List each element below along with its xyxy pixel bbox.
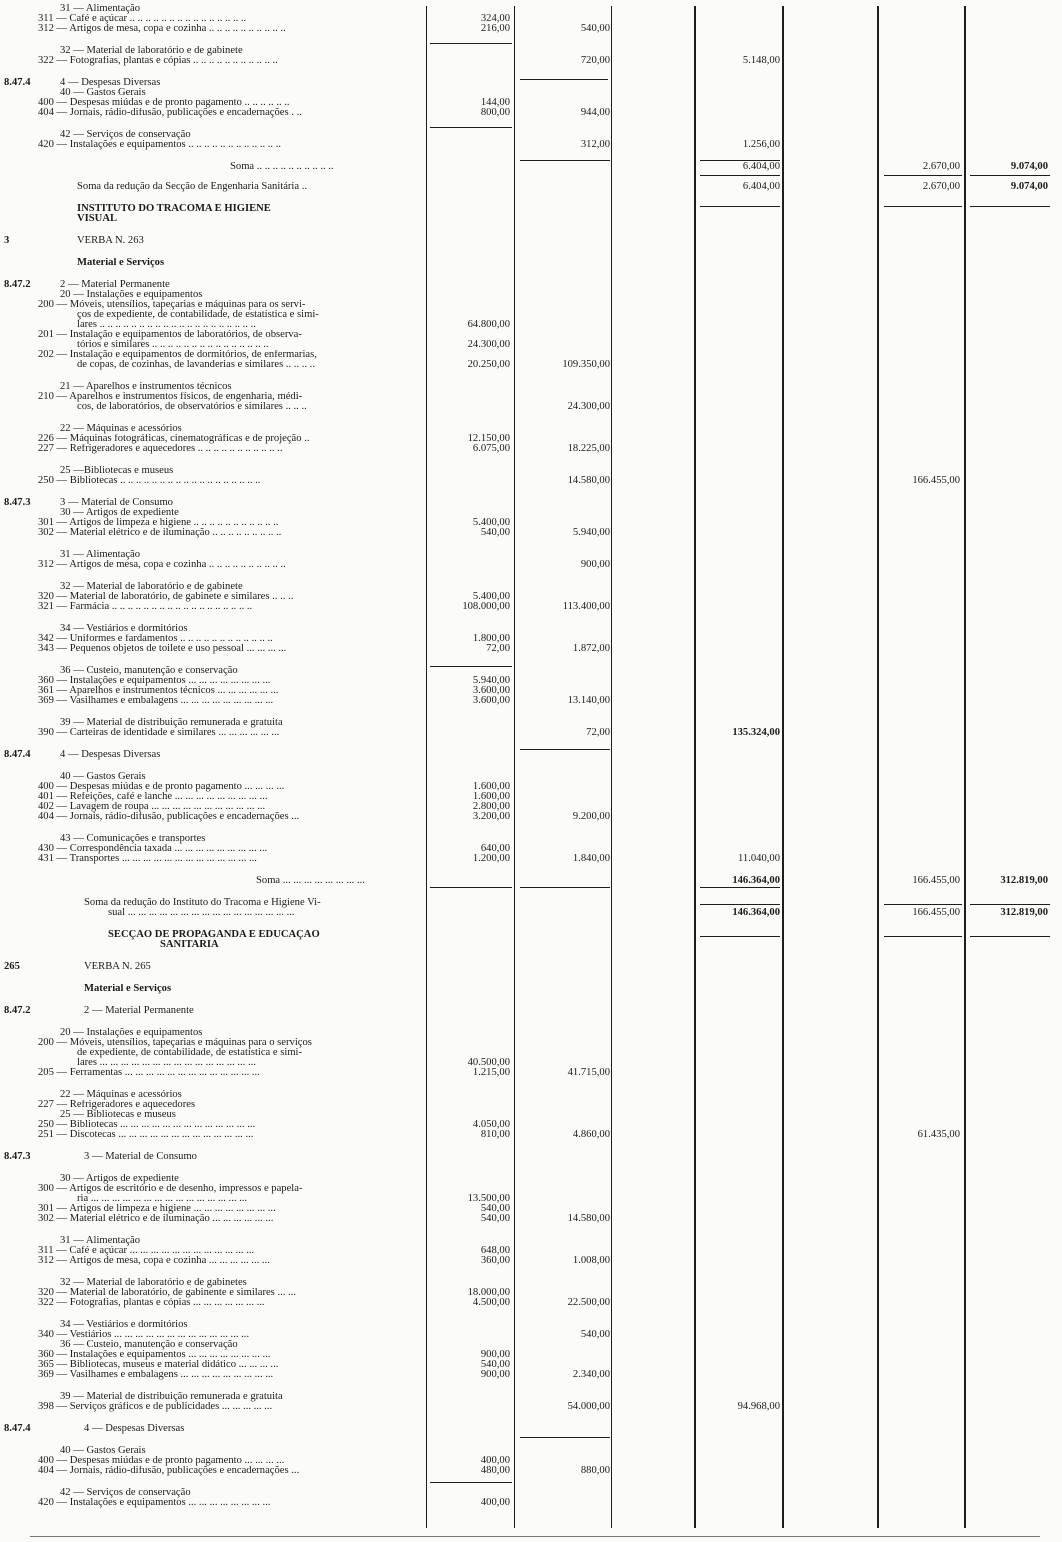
line-description: VERBA N. 265 — [84, 962, 151, 972]
item-amount: 20.250,00 — [467, 359, 510, 370]
line-classification-code: 8.47.3 — [4, 497, 31, 508]
budget-line — [0, 1370, 1062, 1381]
line-description: 361 — Aparelhos e instrumentos técnicos ... ... ... ... ... ... — [38, 686, 279, 696]
line-description: 400 — Despesas miúdas e de pronto pagamento ... ... ... ... — [38, 1456, 285, 1466]
line-description: ços de expediente, de contabilidade, de estatística e simi- — [77, 310, 319, 320]
subgroup-amount: 900,00 — [580, 559, 610, 570]
line-description: 25 —Bibliotecas e museus — [60, 466, 174, 476]
line-description: Material e Serviços — [77, 258, 165, 268]
budget-line — [0, 444, 1062, 455]
item-amount: 1.600,00 — [472, 791, 510, 802]
line-classification-code: 8.47.4 — [4, 749, 31, 760]
line-description: 31 — Alimentação — [60, 1236, 141, 1246]
line-description: 205 — Ferramentas ... ... ... ... ... ... ... ... ... ... ... ... ... — [38, 1068, 260, 1078]
item-amount: 640,00 — [480, 843, 510, 854]
subgroup-amount: 72,00 — [586, 727, 610, 738]
line-description: 2 — Material Permanente — [60, 280, 170, 290]
subtotal-rule — [430, 43, 512, 44]
budget-line — [0, 854, 1062, 865]
line-description: de expediente, de contabilidade, de estatística e simi- — [77, 1048, 303, 1058]
page-bottom-rule — [30, 1536, 1040, 1537]
line-description: INSTITUTO DO TRACOMA E HIGIENE — [77, 204, 271, 214]
line-description: 3 — Material de Consumo — [84, 1152, 197, 1162]
category-amount: 166.455,00 — [912, 907, 960, 918]
item-amount: 540,00 — [480, 1203, 510, 1214]
budget-line — [0, 528, 1062, 539]
item-amount: 72,00 — [486, 643, 510, 654]
line-description: 404 — Jornais, rádio-difusão, publicações e encadernações ... — [38, 812, 300, 822]
budget-line — [0, 1130, 1062, 1141]
element-amount: 146.364,00 — [732, 907, 780, 918]
budget-line — [0, 258, 1062, 269]
line-description: 420 — Instalações e equipamentos .. .. .. .. .. .. .. .. .. .. .. .. — [38, 140, 282, 150]
element-amount: 146.364,00 — [732, 875, 780, 886]
budget-line — [0, 560, 1062, 571]
line-description: 2 — Material Permanente — [84, 1006, 194, 1016]
line-description: 4 — Despesas Diversas — [60, 750, 161, 760]
line-description: 21 — Aparelhos e instrumentos técnicos — [60, 382, 232, 392]
line-description: 20 — Instalações e equipamentos — [60, 1028, 203, 1038]
line-description: 390 — Carteiras de identidade e similares ... ... ... ... ... ... — [38, 728, 280, 738]
item-amount: 108.000,00 — [462, 601, 510, 612]
budget-line — [0, 1006, 1062, 1017]
item-amount: 648,00 — [480, 1245, 510, 1256]
line-description: tórios e similares .. .. .. .. .. .. .. .. .. .. .. .. .. .. .. — [77, 340, 269, 350]
line-description: 42 — Serviços de conservação — [60, 130, 191, 140]
item-amount: 6.075,00 — [472, 443, 510, 454]
item-amount: 900,00 — [480, 1349, 510, 1360]
line-description: 201 — Instalação e equipamentos de laboratórios, de observa- — [38, 330, 302, 340]
line-description: 43 — Comunicações e transportes — [60, 834, 206, 844]
total-rule — [520, 160, 610, 161]
line-description: 32 — Material de laboratório e de gabinetes — [60, 1278, 247, 1288]
budget-line — [0, 24, 1062, 35]
category-amount: 61.435,00 — [917, 1129, 960, 1140]
subgroup-amount: 944,00 — [580, 107, 610, 118]
element-amount: 5.148,00 — [742, 55, 780, 66]
item-amount: 3.600,00 — [472, 695, 510, 706]
budget-line — [0, 696, 1062, 707]
item-amount: 3.200,00 — [472, 811, 510, 822]
budget-line — [0, 962, 1062, 973]
line-description: 202 — Instalação e equipamentos de dormitórios, de enfermarias, — [38, 350, 317, 360]
line-description: lares .. .. .. .. .. .. .. .. .. .. .. .. .. .. .. .. .. .. .. .. — [77, 320, 256, 330]
budget-line — [0, 1298, 1062, 1309]
line-description: 320 — Material de laboratório, de gabinete e similares .. .. .. — [38, 592, 294, 602]
line-description: 404 — Jornais, rádio-difusão, publicações e encadernações ... — [38, 1466, 300, 1476]
subgroup-amount: 720,00 — [580, 55, 610, 66]
line-description: 34 — Vestiários e dormitórios — [60, 1320, 188, 1330]
line-description: Material e Serviços — [84, 984, 172, 994]
line-description: 402 — Lavagem de roupa ... ... ... ... ... ... ... ... ... ... ... — [38, 802, 266, 812]
item-amount: 400,00 — [480, 1455, 510, 1466]
subgroup-amount: 9.200,00 — [572, 811, 610, 822]
subgroup-amount: 540,00 — [580, 1329, 610, 1340]
line-description: SANITARIA — [160, 940, 219, 950]
subgroup-amount: 18.225,00 — [567, 443, 610, 454]
line-description: 398 — Serviços gráficos e de publicidades ... ... ... ... ... — [38, 1402, 273, 1412]
budget-line — [0, 1068, 1062, 1079]
budget-line — [0, 602, 1062, 613]
line-description: 25 — Bibliotecas e museus — [60, 1110, 176, 1120]
budget-line — [0, 644, 1062, 655]
item-amount: 1.600,00 — [472, 781, 510, 792]
budget-line — [0, 214, 1062, 225]
item-amount: 18.000,00 — [467, 1287, 510, 1298]
line-classification-code: 3 — [4, 235, 10, 246]
line-classification-code: 8.47.4 — [4, 1423, 31, 1434]
subgroup-amount: 1.840,00 — [572, 853, 610, 864]
line-description: 39 — Material de distribuição remunerada e gratuita — [60, 718, 283, 728]
budget-line — [0, 1402, 1062, 1413]
line-description: 20 — Instalações e equipamentos — [60, 290, 203, 300]
item-amount: 324,00 — [480, 13, 510, 24]
total-rule — [430, 887, 512, 888]
budget-line — [0, 1498, 1062, 1509]
line-description: 22 — Máquinas e acessórios — [60, 424, 182, 434]
item-amount: 5.940,00 — [472, 675, 510, 686]
item-amount: 24.300,00 — [467, 339, 510, 350]
subgroup-amount: 4.860,00 — [572, 1129, 610, 1140]
line-description: 40 — Gastos Gerais — [60, 772, 146, 782]
line-description: 369 — Vasilhames e embalagens ... ... ... ... ... ... ... ... ... — [38, 696, 274, 706]
line-description: 30 — Artigos de expediente — [60, 1174, 179, 1184]
line-description: 31 — Alimentação — [60, 550, 141, 560]
budget-line — [0, 1152, 1062, 1163]
item-amount: 5.400,00 — [472, 591, 510, 602]
line-description: 400 — Despesas miúdas e de pronto pagamento .. .. .. .. .. .. — [38, 98, 290, 108]
element-amount: 6.404,00 — [742, 161, 780, 172]
total-rule — [700, 175, 780, 176]
line-description: 321 — Farmácia .. .. .. .. .. .. .. .. .. .. .. .. .. .. .. .. .. .. — [38, 602, 253, 612]
element-amount: 135.324,00 — [732, 727, 780, 738]
line-description: 22 — Máquinas e acessórios — [60, 1090, 182, 1100]
line-description: 312 — Artigos de mesa, copa e cozinha .. .. .. .. .. .. .. .. .. .. — [38, 24, 286, 34]
budget-line — [0, 140, 1062, 151]
line-description: Soma .. .. .. .. .. .. .. .. .. .. — [230, 162, 334, 172]
line-description: 404 — Jornais, rádio-difusão, publicações e encadernações . .. — [38, 108, 302, 118]
line-description: VERBA N. 263 — [77, 236, 144, 246]
budget-line — [0, 162, 1062, 173]
item-amount: 64.800,00 — [467, 319, 510, 330]
line-description: VISUAL — [77, 214, 118, 224]
line-description: 226 — Máquinas fotográficas, cinematográficas e de projeção .. — [38, 434, 310, 444]
line-description: 3 — Material de Consumo — [60, 498, 173, 508]
subgroup-amount: 1.008,00 — [572, 1255, 610, 1266]
subgroup-amount: 540,00 — [580, 23, 610, 34]
line-description: 340 — Vestiários ... ... ... ... ... ... ... ... ... ... ... ... ... — [38, 1330, 250, 1340]
line-description: 227 — Refrigeradores e aquecedores — [38, 1100, 196, 1110]
subgroup-amount: 24.300,00 — [567, 401, 610, 412]
element-amount: 94.968,00 — [737, 1401, 780, 1412]
element-amount: 11.040,00 — [738, 853, 780, 864]
budget-line — [0, 1466, 1062, 1477]
budget-line — [0, 812, 1062, 823]
subgroup-amount: 5.940,00 — [572, 527, 610, 538]
budget-line — [0, 402, 1062, 413]
item-amount: 216,00 — [480, 23, 510, 34]
budget-line — [0, 56, 1062, 67]
line-description: 36 — Custeio, manutenção e conservação — [60, 1340, 238, 1350]
item-amount: 1.215,00 — [472, 1067, 510, 1078]
line-description: 360 — Instalações e equipamentos ... ... ... ... ... ... ... ... — [38, 676, 271, 686]
item-amount: 540,00 — [480, 1213, 510, 1224]
budget-line — [0, 876, 1062, 887]
category-amount: 2.670,00 — [922, 161, 960, 172]
line-description: 430 — Correspondência taxada ... ... ... ... ... ... ... ... ... — [38, 844, 268, 854]
item-amount: 400,00 — [480, 1497, 510, 1508]
budget-line — [0, 750, 1062, 761]
item-amount: 360,00 — [480, 1255, 510, 1266]
line-description: SECÇÃO DE PROPAGANDA E EDUCAÇÃO — [108, 930, 320, 940]
category-amount: 2.670,00 — [922, 181, 960, 192]
budget-line — [0, 984, 1062, 995]
item-amount: 12.150,00 — [467, 433, 510, 444]
item-amount: 900,00 — [480, 1369, 510, 1380]
line-description: 400 — Despesas miúdas e de pronto pagamento ... ... ... ... — [38, 782, 285, 792]
total-rule — [700, 887, 780, 888]
line-description: 32 — Material de laboratório e de gabinete — [60, 46, 243, 56]
line-classification-code: 8.47.3 — [4, 1151, 31, 1162]
item-amount: 3.600,00 — [472, 685, 510, 696]
line-description: 302 — Material elétrico e de iluminação .. .. .. .. .. .. .. .. .. — [38, 528, 282, 538]
subgroup-amount: 14.580,00 — [567, 475, 610, 486]
line-description: 360 — Instalações e equipamentos ... ... ... ... ... ... ... ... — [38, 1350, 271, 1360]
line-description: ria ... ... ... ... ... ... ... ... ... ... ... ... ... ... ... — [77, 1194, 248, 1204]
budget-line — [0, 182, 1062, 193]
line-description: 301 — Artigos de limpeza e higiene ... ... ... ... ... ... ... ... — [38, 1204, 276, 1214]
line-classification-code: 8.47.2 — [4, 1005, 31, 1016]
budget-line — [0, 108, 1062, 119]
line-description: 369 — Vasilhames e embalagens ... ... ... ... ... ... ... ... ... — [38, 1370, 274, 1380]
item-amount: 540,00 — [480, 527, 510, 538]
item-amount: 540,00 — [480, 1359, 510, 1370]
line-description: 210 — Aparelhos e instrumentos físicos, de engenharia, médi- — [38, 392, 303, 402]
line-description: 40 — Gastos Gerais — [60, 1446, 146, 1456]
item-amount: 5.400,00 — [472, 517, 510, 528]
line-description: 322 — Fotografias, plantas e cópias ... ... ... ... ... ... ... — [38, 1298, 265, 1308]
total-rule — [520, 887, 610, 888]
line-description: 343 — Pequenos objetos de toilete e uso pessoal ... ... ... ... — [38, 644, 287, 654]
line-description: 31 — Alimentação — [60, 4, 141, 14]
budget-line — [0, 236, 1062, 247]
subgroup-amount: 22.500,00 — [567, 1297, 610, 1308]
line-description: 200 — Móveis, utensílios, tapeçarias e máquinas para os servi- — [38, 300, 306, 310]
line-description: 30 — Artigos de expediente — [60, 508, 179, 518]
total-amount: 312.819,00 — [1000, 875, 1048, 886]
line-description: 365 — Bibliotecas, museus e material didático ... ... ... ... — [38, 1360, 279, 1370]
subgroup-amount: 1.872,00 — [572, 643, 610, 654]
item-amount: 144,00 — [480, 97, 510, 108]
element-amount: 6.404,00 — [742, 181, 780, 192]
line-description: 4 — Despesas Diversas — [84, 1424, 185, 1434]
subtotal-rule — [520, 1437, 610, 1438]
line-description: 302 — Material elétrico e de iluminação ... ... ... ... ... ... — [38, 1214, 274, 1224]
line-description: 227 — Refrigeradores e aquecedores .. .. .. .. .. .. .. .. .. .. .. — [38, 444, 283, 454]
item-amount: 4.050,00 — [472, 1119, 510, 1130]
line-classification-code: 8.47.2 — [4, 279, 31, 290]
subgroup-amount: 109.350,00 — [562, 359, 610, 370]
total-amount: 9.074,00 — [1010, 181, 1048, 192]
item-amount: 480,00 — [480, 1465, 510, 1476]
line-description: 34 — Vestiários e dormitórios — [60, 624, 188, 634]
total-amount: 9.074,00 — [1010, 161, 1048, 172]
subgroup-amount: 312,00 — [580, 139, 610, 150]
item-amount: 13.500,00 — [467, 1193, 510, 1204]
item-amount: 810,00 — [480, 1129, 510, 1140]
line-description: cos, de laboratórios, de observatórios e similares .. .. .. — [77, 402, 307, 412]
line-description: 300 — Artigos de escritório e de desenho, impressos e papela- — [38, 1184, 303, 1194]
line-description: 250 — Bibliotecas .. .. .. .. .. .. .. .. .. .. .. .. .. .. .. .. .. .. — [38, 476, 261, 486]
line-description: 312 — Artigos de mesa, copa e cozinha .. .. .. .. .. .. .. .. .. .. — [38, 560, 286, 570]
line-classification-code: 265 — [4, 961, 20, 972]
line-description: lares ... ... ... ... ... ... ... ... ... ... ... ... ... ... ... — [77, 1058, 256, 1068]
line-description: 312 — Artigos de mesa, copa e cozinha ... ... ... ... ... ... — [38, 1256, 270, 1266]
item-amount: 4.500,00 — [472, 1297, 510, 1308]
subtotal-rule — [430, 127, 512, 128]
line-description: 32 — Material de laboratório e de gabinete — [60, 582, 243, 592]
subgroup-amount: 113.400,00 — [562, 601, 610, 612]
budget-line — [0, 728, 1062, 739]
line-description: 322 — Fotografias, plantas e cópias .. .. .. .. .. .. .. .. .. .. .. — [38, 56, 278, 66]
line-description: 420 — Instalações e equipamentos ... ... ... ... ... ... ... ... — [38, 1498, 271, 1508]
subgroup-amount: 54.000,00 — [567, 1401, 610, 1412]
budget-line — [0, 1424, 1062, 1435]
line-description: 42 — Serviços de conservação — [60, 1488, 191, 1498]
line-description: Soma da redução do Instituto do Tracoma e Higiene Vi- — [84, 898, 321, 908]
line-description: 36 — Custeio, manutenção e conservação — [60, 666, 238, 676]
line-description: 401 — Refeições, café e lanche ... ... ... ... ... ... ... ... ... — [38, 792, 268, 802]
total-amount: 312.819,00 — [1000, 907, 1048, 918]
line-description: de copas, de cozinhas, de lavanderias e similares .. .. .. .. — [77, 360, 315, 370]
category-amount: 166.455,00 — [912, 475, 960, 486]
line-description: Soma ... ... ... ... ... ... ... ... — [256, 876, 365, 886]
item-amount: 800,00 — [480, 107, 510, 118]
line-description: 311 — Café e açúcar ... ... ... ... ... ... ... ... ... ... ... ... — [38, 1246, 255, 1256]
line-description: 39 — Material de distribuição remunerada e gratuita — [60, 1392, 283, 1402]
budget-line — [0, 476, 1062, 487]
line-description: 311 — Café e açúcar .. .. .. .. .. .. .. .. .. .. .. .. .. .. .. — [38, 14, 247, 24]
line-description: 342 — Uniformes e fardamentos .. .. .. .. .. .. .. .. .. .. .. .. — [38, 634, 273, 644]
total-rule — [970, 175, 1050, 176]
subgroup-amount: 2.340,00 — [572, 1369, 610, 1380]
budget-line — [0, 1256, 1062, 1267]
line-description: 200 — Móveis, utensílios, tapeçarias e máquinas para o serviços — [38, 1038, 312, 1048]
line-description: 251 — Discotecas ... ... ... ... ... ... ... ... ... ... ... ... ... — [38, 1130, 254, 1140]
line-description: sual ... ... ... ... ... ... ... ... ... ... ... ... ... ... ... ... — [108, 908, 295, 918]
line-classification-code: 8.47.4 — [4, 77, 31, 88]
line-description: 4 — Despesas Diversas — [60, 78, 161, 88]
subgroup-amount: 14.580,00 — [567, 1213, 610, 1224]
line-description: 320 — Material de laboratório, de gabinente e similares ... ... — [38, 1288, 296, 1298]
subgroup-amount: 13.140,00 — [567, 695, 610, 706]
element-amount: 1.256,00 — [742, 139, 780, 150]
category-amount: 166.455,00 — [912, 875, 960, 886]
subgroup-amount: 41.715,00 — [567, 1067, 610, 1078]
line-description: 250 — Bibliotecas ... ... ... ... ... ... ... ... ... ... ... ... ... — [38, 1120, 256, 1130]
budget-line — [0, 1214, 1062, 1225]
line-description: 40 — Gastos Gerais — [60, 88, 146, 98]
line-description: 431 — Transportes ... ... ... ... ... ... ... ... ... ... ... ... ... — [38, 854, 257, 864]
item-amount: 1.800,00 — [472, 633, 510, 644]
subtotal-rule — [430, 1482, 512, 1483]
total-rule — [884, 175, 962, 176]
item-amount: 2.800,00 — [472, 801, 510, 812]
subgroup-amount: 880,00 — [580, 1465, 610, 1476]
budget-line — [0, 908, 1062, 919]
line-description: 301 — Artigos de limpeza e higiene .. .. .. .. .. .. .. .. .. .. .. — [38, 518, 279, 528]
budget-line — [0, 940, 1062, 951]
line-description: Soma da redução da Secção de Engenharia Sanitária .. — [77, 182, 308, 192]
budget-line — [0, 360, 1062, 371]
item-amount: 1.200,00 — [472, 853, 510, 864]
item-amount: 40.500,00 — [467, 1057, 510, 1068]
